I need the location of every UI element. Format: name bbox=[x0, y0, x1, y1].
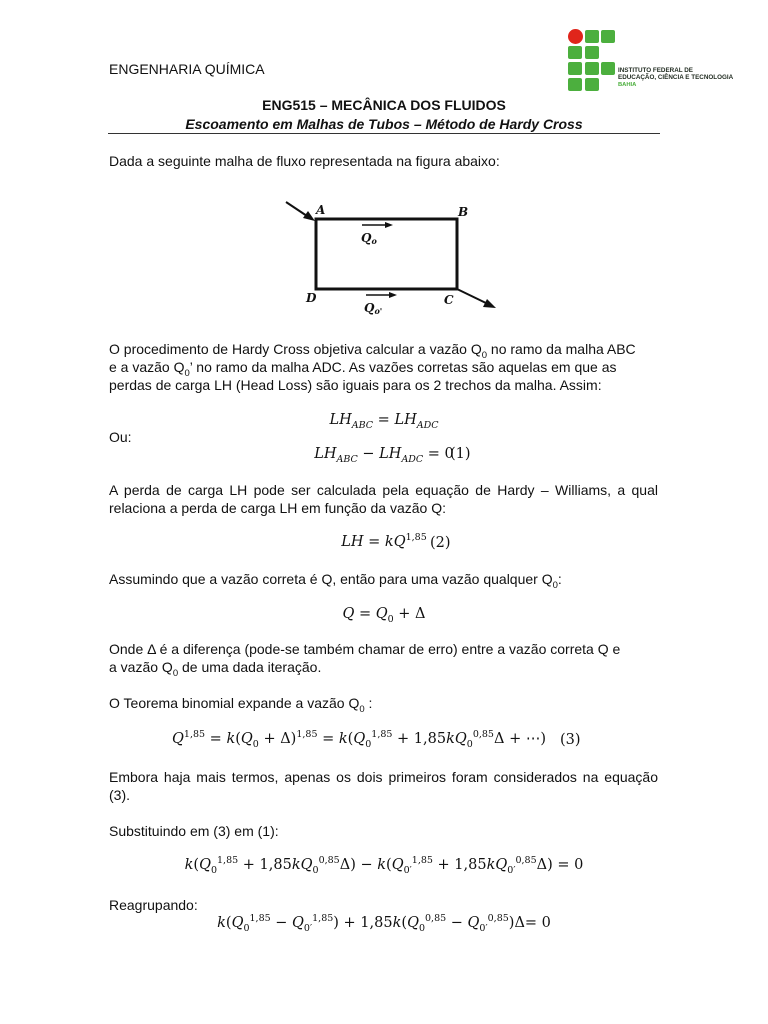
outflow-arrow bbox=[457, 289, 488, 304]
terms-paragraph: Embora haja mais termos, apenas os dois primeiros foram considerados na equação (3). bbox=[109, 769, 658, 803]
equation-1: $LH_{ABC} - LH_{ADC} = 0$ bbox=[314, 446, 454, 465]
equation-number-3: (3) bbox=[560, 732, 581, 748]
document-subtitle: Escoamento em Malhas de Tubos – Método de Hardy Cross bbox=[185, 116, 583, 132]
node-c-label: C bbox=[444, 293, 454, 307]
document-title: ENG515 – MECÂNICA DOS FLUIDOS bbox=[262, 97, 506, 113]
equation-2: LH = kQ$^{1,85}$ bbox=[341, 532, 427, 550]
equation-q-delta: $Q = Q_0 + \Delta$ bbox=[342, 606, 426, 625]
equation-substituted: $k(Q_0^{1,85} + 1,85kQ_0^{0,85}\Delta) - k(Q_{0'}^{1,85} + 1,85kQ_{0'}^{0,85}\Delta) = 0$ bbox=[184, 855, 584, 876]
equation-number-1: (1) bbox=[450, 446, 471, 462]
substitution-paragraph: Substituindo em (3) em (1): bbox=[109, 823, 279, 839]
equation-3: $Q^{1,85} = k(Q_0 + \Delta)^{1,85} = k(Q_0^{1,85} + 1,85kQ_0^{0,85}\Delta$ + ⋯) bbox=[172, 729, 546, 750]
flow-bottom-label: Qo' bbox=[364, 301, 383, 316]
flow-top-label: Qo bbox=[361, 231, 377, 246]
course-name: ENGENHARIA QUÍMICA bbox=[109, 61, 265, 77]
node-d-label: D bbox=[306, 291, 317, 305]
node-a-label: A bbox=[316, 203, 326, 217]
hardy-cross-paragraph: O procedimento de Hardy Cross objetiva calcular a vazão $Q_0$ no ramo da malha ABC e a vazão $Q_0$’ no ramo da malha ADC. As vazões corretas são aquelas em que as perdas de carga LH (Head Loss) são iguais para os 2 trechos da malha. Assim: bbox=[109, 341, 636, 393]
header-divider bbox=[108, 133, 660, 134]
assumption-paragraph: Assumindo que a vazão correta é Q, então para uma vazão qualquer $Q_0$: bbox=[109, 571, 562, 591]
delta-paragraph: Onde Δ é a diferença (pode-se também chamar de erro) entre a vazão correta Q e a vazão $Q_0$ de uma dada iteração. bbox=[109, 641, 621, 679]
equation-regrouped: $k(Q_0^{1,85} - Q_{0'}^{1,85}) + 1,85k(Q_0^{0,85} - Q_{0'}^{0,85})\Delta= 0$ bbox=[217, 913, 551, 934]
intro-text: Dada a seguinte malha de fluxo representada na figura abaixo: bbox=[109, 153, 500, 169]
regroup-label: Reagrupando: bbox=[109, 897, 198, 913]
pipe-network-diagram bbox=[276, 190, 506, 320]
node-b-label: B bbox=[458, 205, 469, 219]
equation-head-loss-equal: $LH_{ABC} = LH_{ADC}$ bbox=[329, 412, 439, 431]
institution-logo bbox=[566, 28, 736, 94]
hardy-williams-paragraph: A perda de carga LH pode ser calculada pela equação de Hardy – Williams, a qual relaciona a perda de carga LH em função da vazão Q: bbox=[109, 482, 658, 516]
equation-number-2: (2) bbox=[430, 535, 451, 551]
logo-red-dot bbox=[568, 29, 583, 44]
logo-text: INSTITUTO FEDERAL DE EDUCAÇÃO, CIÊNCIA E TECNOLOGIA bbox=[618, 67, 734, 81]
or-label: Ou: bbox=[109, 429, 132, 445]
logo-state: BAHIA bbox=[618, 82, 637, 88]
pipe-loop bbox=[316, 219, 457, 289]
binomial-paragraph: O Teorema binomial expande a vazão $Q_0$ : bbox=[109, 695, 373, 715]
